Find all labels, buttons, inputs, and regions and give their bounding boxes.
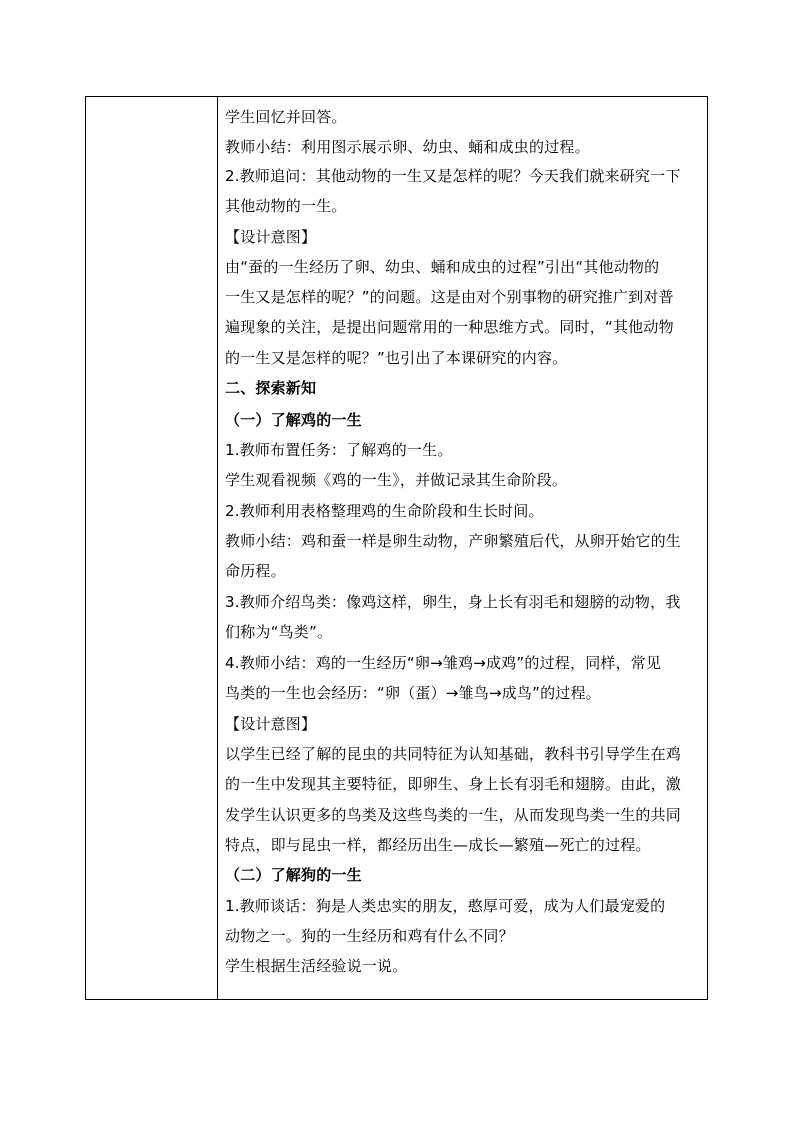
table-left-cell xyxy=(86,97,217,999)
text-line: 【设计意图】 xyxy=(225,228,317,246)
text-line: 1.教师布置任务：了解鸡的一生。 xyxy=(225,441,453,459)
text-line: 发学生认识更多的鸟类及这些鸟类的一生，从而发现鸟类一生的共同 xyxy=(225,806,682,824)
text-line: 3.教师介绍鸟类：像鸡这样，卵生，身上长有羽毛和翅膀的动物，我 xyxy=(225,593,681,611)
text-line: 动物之一。狗的一生经历和鸡有什么不同？ xyxy=(225,927,514,945)
text-line: 鸟类的一生也会经历：“卵（蛋）→雏鸟→成鸟”的过程。 xyxy=(225,684,601,702)
text-line: 1.教师谈话：狗是人类忠实的朋友，憨厚可爱，成为人们最宠爱的 xyxy=(225,897,666,915)
section-heading: 二、探索新知 xyxy=(225,379,317,397)
text-line: 教师小结：利用图示展示卵、幼虫、蛹和成虫的过程。 xyxy=(225,138,590,156)
section-heading: （一）了解鸡的一生 xyxy=(225,411,362,429)
text-line: 由“蚕的一生经历了卵、幼虫、蛹和成虫的过程”引出“其他动物的 xyxy=(225,258,660,276)
column-divider xyxy=(217,97,218,999)
text-line: 遍现象的关注，是提出问题常用的一种思维方式。同时，“其他动物 xyxy=(225,318,674,336)
text-line: 4.教师小结：鸡的一生经历“卵→雏鸡→成鸡”的过程，同样，常见 xyxy=(225,654,662,672)
text-line: 命历程。 xyxy=(225,562,286,580)
text-line: 特点，即与昆虫一样，都经历出生—成长—繁殖—死亡的过程。 xyxy=(225,836,651,854)
text-line: 【设计意图】 xyxy=(225,715,317,733)
text-line: 们称为“鸟类”。 xyxy=(225,623,333,641)
text-line: 教师小结：鸡和蚕一样是卵生动物，产卵繁殖后代，从卵开始它的生 xyxy=(225,532,682,550)
text-line: 2.教师追问：其他动物的一生又是怎样的呢？今天我们就来研究一下 xyxy=(225,167,681,185)
text-line: 学生根据生活经验说一说。 xyxy=(225,957,408,975)
section-heading: （二）了解狗的一生 xyxy=(225,866,362,884)
lesson-table xyxy=(85,96,708,1000)
text-line: 其他动物的一生。 xyxy=(225,197,347,215)
text-line: 2.教师利用表格整理鸡的生命阶段和生长时间。 xyxy=(225,502,544,520)
text-line: 学生观看视频《鸡的一生》，并做记录其生命阶段。 xyxy=(225,471,568,489)
text-line: 的一生中发现其主要特征，即卵生、身上长有羽毛和翅膀。由此，激 xyxy=(225,775,682,793)
text-line: 学生回忆并回答。 xyxy=(225,108,347,126)
text-line: 一生又是怎样的呢？”的问题。这是由对个别事物的研究推广到对普 xyxy=(225,288,674,306)
text-line: 的一生又是怎样的呢？”也引出了本课研究的内容。 xyxy=(225,349,568,367)
text-line: 以学生已经了解的昆虫的共同特征为认知基础，教科书引导学生在鸡 xyxy=(225,745,682,763)
